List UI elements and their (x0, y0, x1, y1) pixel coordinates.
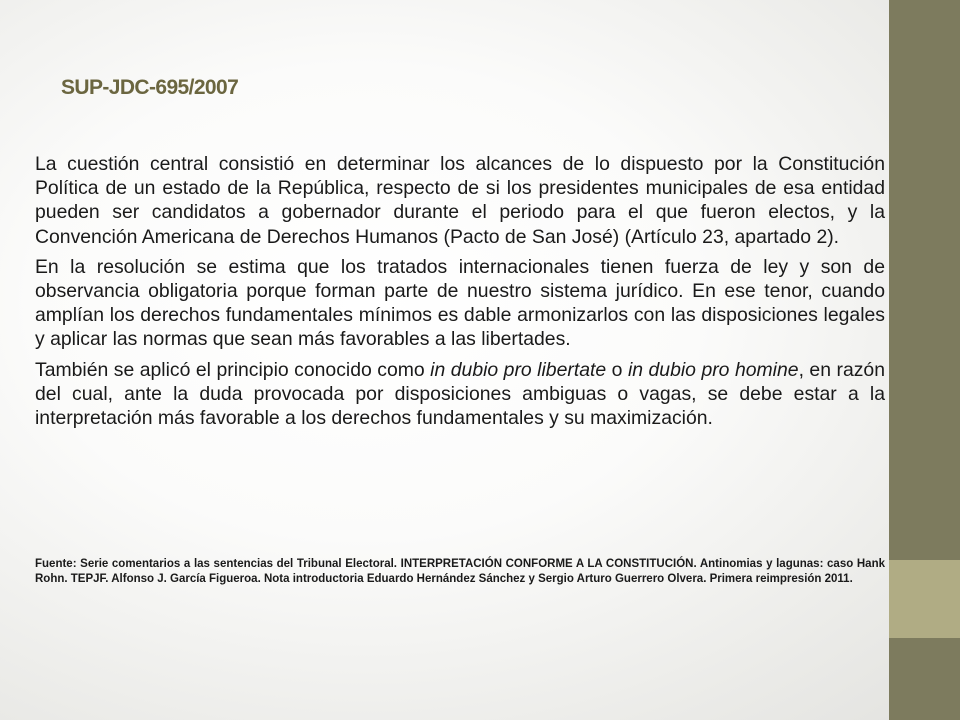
slide-body (35, 152, 885, 436)
text-segment: , en razón del cual, ante la duda provocada por disposiciones ambiguas o vagas, se debe estar a la interpretación más favorable a los derechos fundamentales y su maximización. (35, 358, 885, 430)
body-paragraph (35, 152, 885, 249)
body-paragraph (35, 358, 885, 431)
sidebar-accent-band (889, 560, 960, 638)
italic-phrase: in dubio pro homine (627, 358, 799, 381)
text-segment: La cuestión central consistió en determinar los alcances de lo dispuesto por la Constitución Política de un estado de la República, respecto de si los presidentes municipales de esa entidad pueden ser candidatos a gobernador durante el periodo para el que fueron electos, y la Convención Americana de Derechos Humanos (Pacto de San José) (Artículo 23, apartado 2). (35, 153, 885, 248)
body-paragraph (35, 255, 885, 352)
text-segment: También se aplicó el principio conocido como (35, 358, 431, 381)
slide-title: SUP-JDC-695/2007 (61, 76, 239, 99)
italic-phrase: in dubio pro libertate (430, 358, 607, 381)
source-citation: Fuente: Serie comentarios a las sentencias del Tribunal Electoral. INTERPRETACIÓN CONFORME A LA CONSTITUCIÓN. Antinomias y lagunas: caso Hank Rohn. TEPJF. Alfonso J. García Figueroa. Nota introductoria Eduardo Hernández Sánchez y Sergio Arturo Guerrero Olvera. Primera reimpresión 2011. (35, 558, 885, 585)
text-segment: o (606, 358, 628, 381)
right-sidebar-decoration (889, 0, 960, 720)
text-segment: En la resolución se estima que los tratados internacionales tienen fuerza de ley y son de observancia obligatoria porque forman parte de nuestro sistema jurídico. En ese tenor, cuando amplían los derechos fundamentales mínimos es dable armonizarlos con las disposiciones legales y aplicar las normas que sean más favorables a las libertades. (35, 255, 885, 351)
